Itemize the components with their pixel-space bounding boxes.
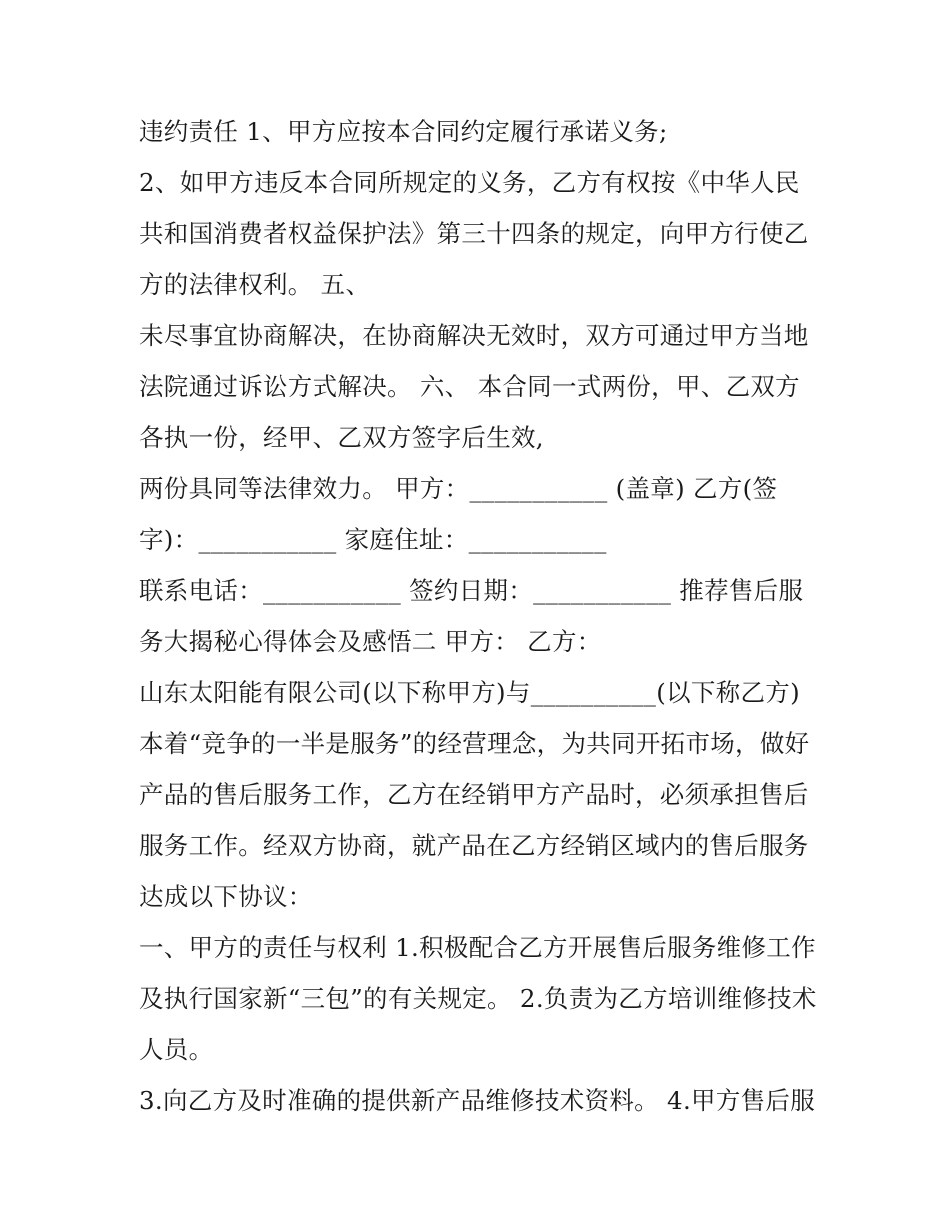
text-line: 山东太阳能有限公司(以下称甲方)与__________(以下称乙方) [139, 678, 800, 707]
text-line: 2、如甲方违反本合同所规定的义务，乙方有权按《中华人民 [139, 168, 800, 197]
text-line: 一、甲方的责任与权利 1.积极配合乙方开展售后服务维修工作 [139, 933, 816, 962]
text-line: 服务工作。经双方协商，就产品在乙方经销区域内的售后服务 [139, 831, 809, 860]
text-line: 共和国消费者权益保护法》第三十四条的规定，向甲方行使乙 [139, 219, 809, 248]
text-line: 各执一份，经甲、乙双方签字后生效, [139, 423, 544, 452]
text-line: 联系电话：___________ 签约日期：___________ 推荐售后服 [139, 576, 804, 605]
text-line: 字)：___________ 家庭住址：___________ [139, 525, 607, 554]
text-line: 法院通过诉讼方式解决。 六、 本合同一式两份，甲、乙双方 [139, 372, 800, 401]
text-line: 违约责任 1、甲方应按本合同约定履行承诺义务; [139, 117, 668, 146]
text-line: 达成以下协议： [139, 882, 313, 911]
text-line: 本着“竞争的一半是服务”的经营理念，为共同开拓市场，做好 [139, 729, 810, 758]
text-line: 及执行国家新“三包”的有关规定。 2.负责为乙方培训维修技术 [139, 984, 817, 1013]
text-line: 务大揭秘心得体会及感悟二 甲方： 乙方： [139, 627, 602, 656]
text-line: 两份具同等法律效力。 甲方：___________ (盖章) 乙方(签 [139, 474, 778, 503]
text-line: 产品的售后服务工作，乙方在经销甲方产品时，必须承担售后 [139, 780, 809, 809]
text-line: 未尽事宜协商解决，在协商解决无效时，双方可通过甲方当地 [139, 321, 809, 350]
document-body [139, 106, 829, 1126]
text-line: 人员。 [139, 1035, 214, 1064]
text-line: 方的法律权利。 五、 [139, 270, 371, 299]
text-line: 3.向乙方及时准确的提供新产品维修技术资料。 4.甲方售后服 [139, 1086, 816, 1115]
